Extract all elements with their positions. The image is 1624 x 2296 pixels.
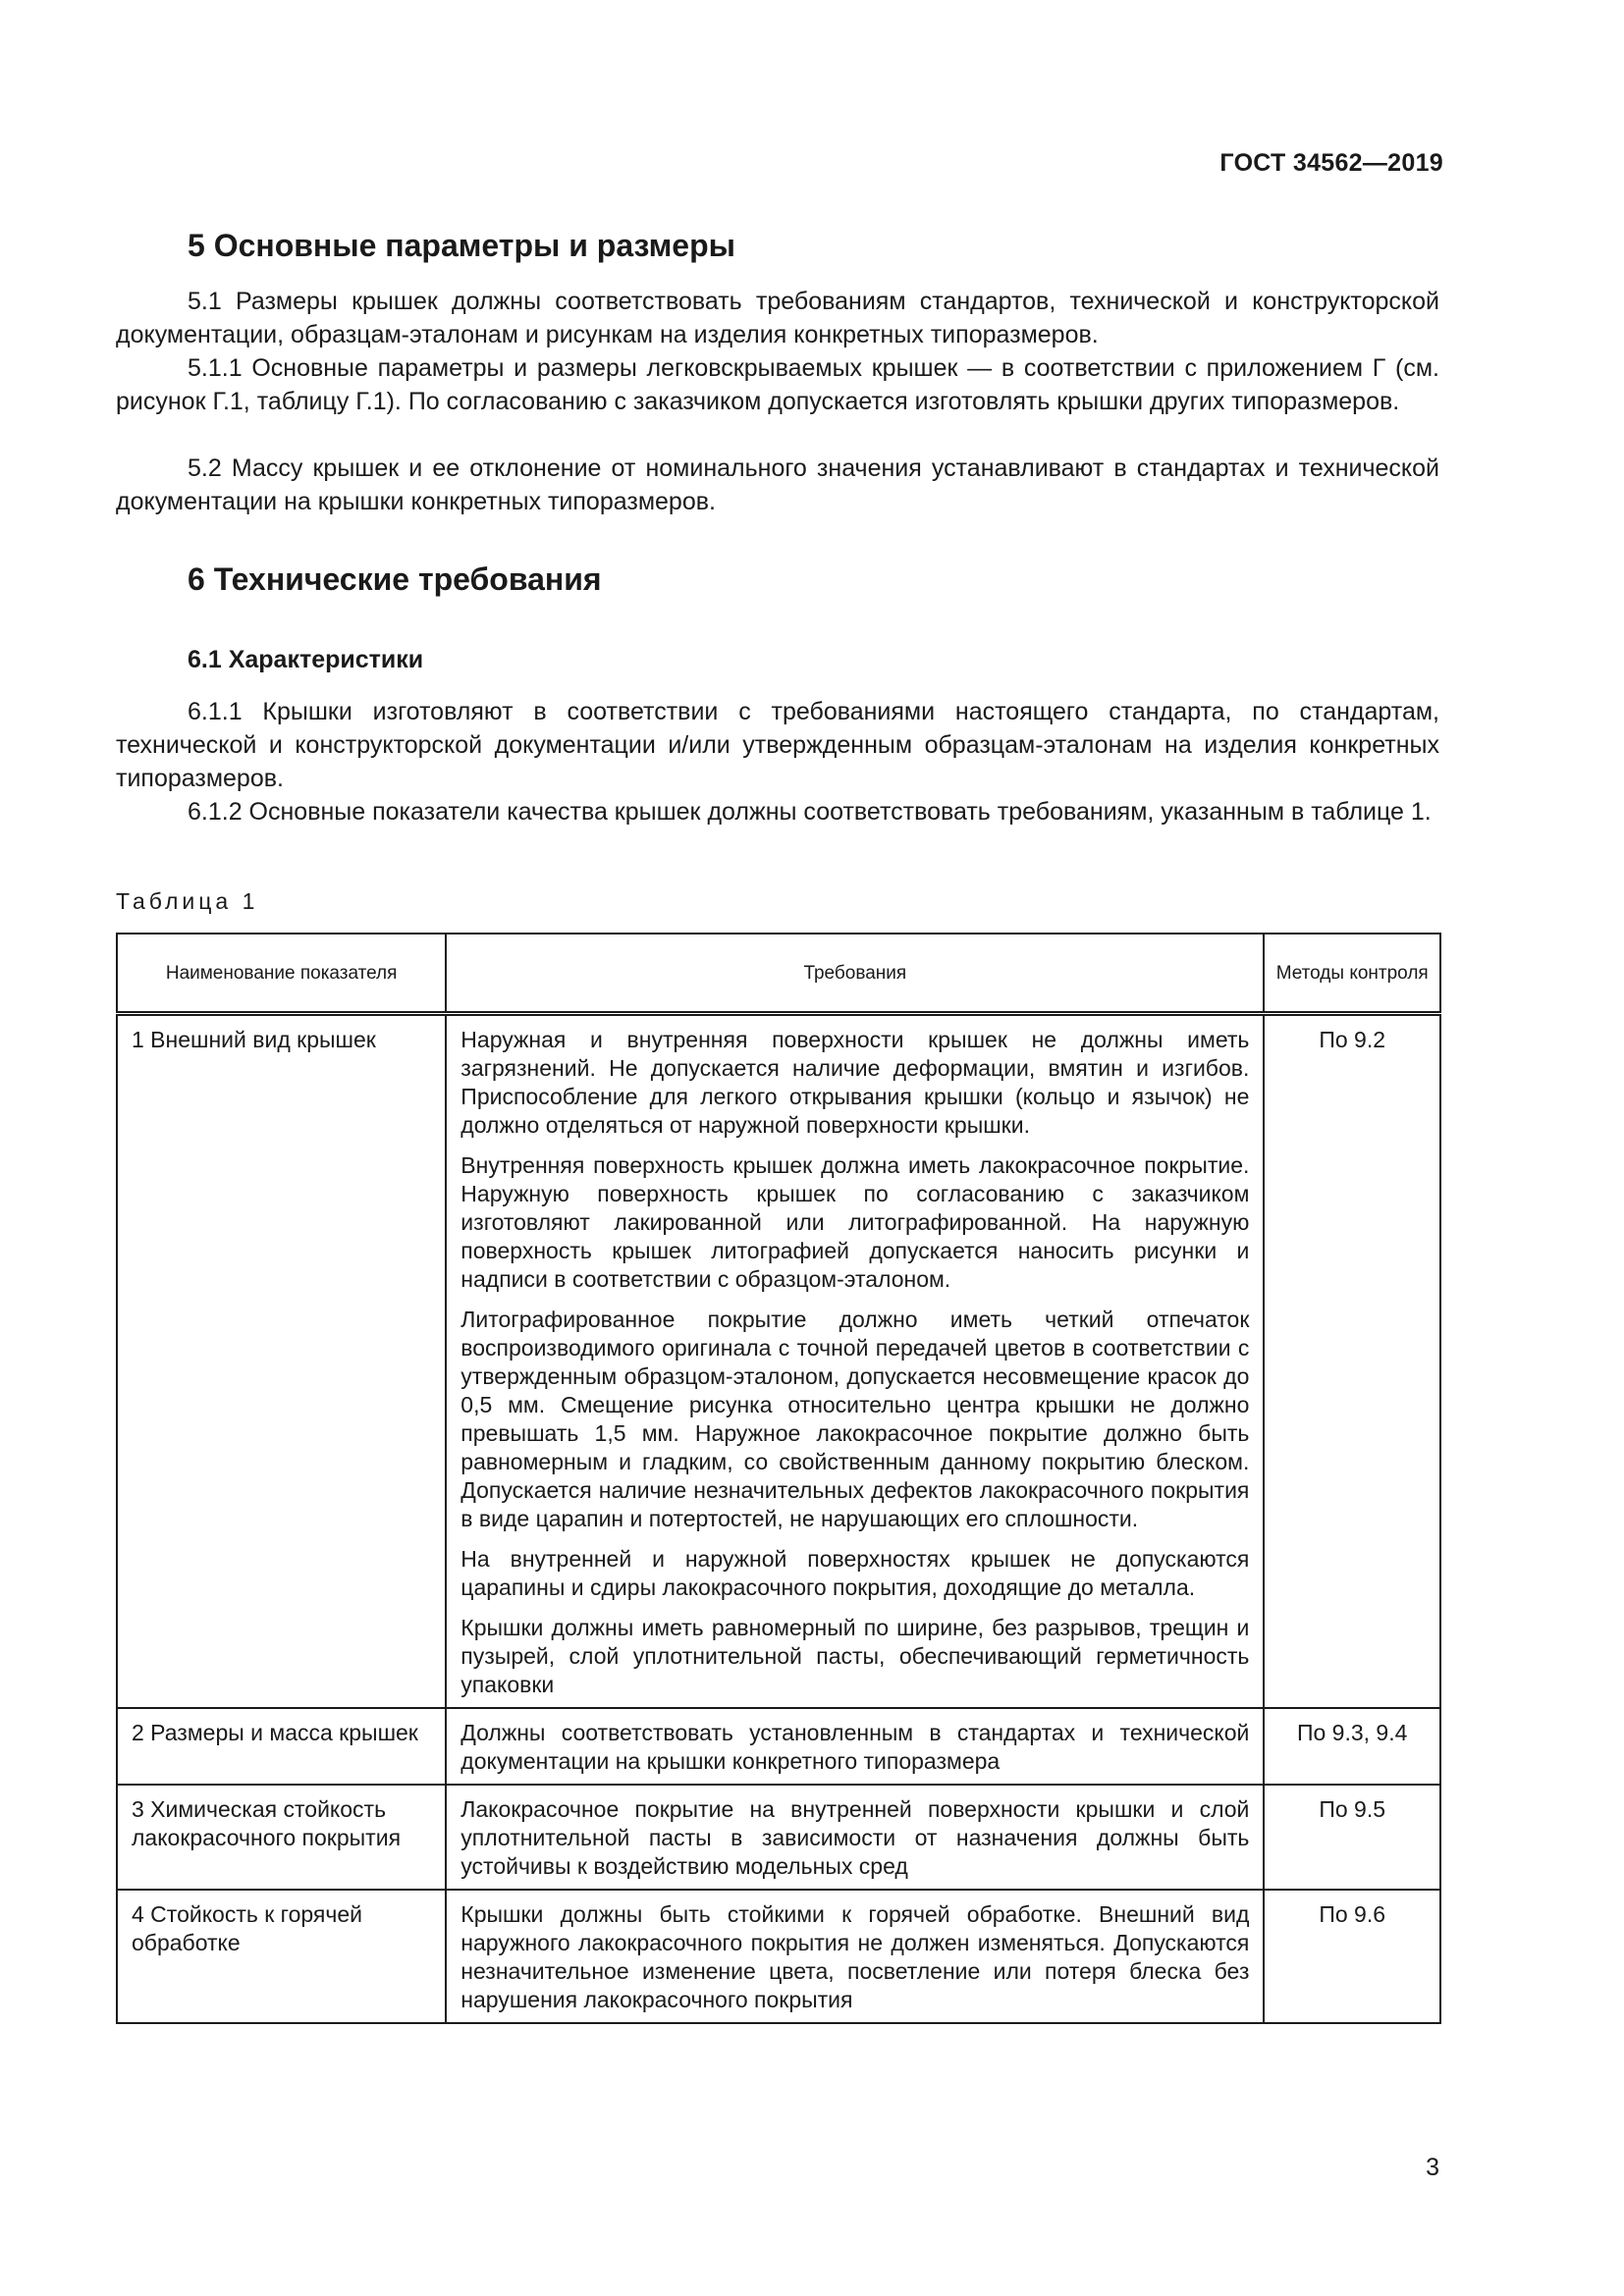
row-control-method: По 9.2 xyxy=(1264,1014,1440,1709)
table-row xyxy=(117,1890,1440,2023)
row-indicator-name: 2 Размеры и масса крышек xyxy=(117,1708,446,1785)
paragraph-5-1-1: 5.1.1 Основные параметры и размеры легковскрываемых крышек — в соответствии с приложением Г (см. рисунок Г.1, таблицу Г.1). По согласованию с заказчиком допускается изготовлять крышки других типоразмеров. xyxy=(116,354,1439,415)
section-6-heading: 6 Технические требования xyxy=(188,561,602,597)
row-requirements xyxy=(446,1890,1264,2023)
requirements-table xyxy=(116,933,1441,2024)
paragraph-5-1: 5.1 Размеры крышек должны соответствовать требованиям стандартов, технической и конструкторской документации, образцам-эталонам и рисункам на изделия конкретных типоразмеров. xyxy=(116,288,1439,348)
table-header-row xyxy=(117,934,1440,1014)
row-indicator-name: 1 Внешний вид крышек xyxy=(117,1014,446,1709)
paragraph-6-1-2: 6.1.2 Основные показатели качества крышек должны соответствовать требованиям, указанным в таблице 1. xyxy=(188,798,1432,826)
row-indicator-name: 4 Стойкость к горячей обработке xyxy=(117,1890,446,2023)
subsection-6-1-heading: 6.1 Характеристики xyxy=(188,646,424,673)
row-control-method: По 9.3, 9.4 xyxy=(1264,1708,1440,1785)
row-control-method: По 9.5 xyxy=(1264,1785,1440,1890)
table-row xyxy=(117,1785,1440,1890)
document-code: ГОСТ 34562—2019 xyxy=(1219,149,1443,177)
row-indicator-name: 3 Химическая стойкость лакокрасочного покрытия xyxy=(117,1785,446,1890)
row-requirements xyxy=(446,1708,1264,1785)
paragraph-5-2: 5.2 Массу крышек и ее отклонение от номинального значения устанавливают в стандартах и технической документации на крышки конкретных типоразмеров. xyxy=(116,454,1439,515)
requirement-paragraph: Внутренняя поверхность крышек должна иметь лакокрасочное покрытие. Наружную поверхность крышек по согласованию с заказчиком изготовляют лакированной или литографированной. На наружную поверхность крышек литографией допускается наносить рисунки и надписи в соответствии с образцом-эталоном. xyxy=(460,1152,1250,1292)
requirement-paragraph: Крышки должны иметь равномерный по ширине, без разрывов, трещин и пузырей, слой уплотнительной пасты, обеспечивающий герметичность упаковки xyxy=(460,1615,1250,1697)
header-indicator-name: Наименование показателя xyxy=(117,934,446,1014)
row-requirements xyxy=(446,1014,1264,1709)
section-5-heading: 5 Основные параметры и размеры xyxy=(188,228,735,263)
header-requirements: Требования xyxy=(446,934,1264,1014)
page-number: 3 xyxy=(1426,2154,1439,2181)
table-caption: Таблица 1 xyxy=(116,888,259,914)
requirement-paragraph: Наружная и внутренняя поверхности крышек не должны иметь загрязнений. Не допускается наличие деформации, вмятин и изгибов. Приспособление для легкого открывания крышки (кольцо и язычок) не должно отделяться от наружной поверхности крышки. xyxy=(460,1027,1250,1138)
paragraph-6-1-1: 6.1.1 Крышки изготовляют в соответствии с требованиями настоящего стандарта, по стандартам, технической и конструкторской документации и/или утвержденным образцам-эталонам на изделия конкретных типоразмеров. xyxy=(116,698,1439,792)
requirement-paragraph: Литографированное покрытие должно иметь четкий отпечаток воспроизводимого оригинала с точной передачей цветов в соответствии с утвержденным образцом-эталоном, допускается несовмещение красок до 0,5 мм. Смещение рисунка относительно центра крышки не должно превышать 1,5 мм. Наружное лакокрасочное покрытие должно быть равномерным и гладким, со свойственным данному покрытию блеском. Допускается наличие незначительных дефектов лакокрасочного покрытия в виде царапин и потертостей, не нарушающих его сплошности. xyxy=(460,1307,1250,1531)
requirement-paragraph: Крышки должны быть стойкими к горячей обработке. Внешний вид наружного лакокрасочного покрытия не должен изменяться. Допускаются незначительное изменение цвета, посветление или потеря блеска без нарушения лакокрасочного покрытия xyxy=(460,1901,1250,2012)
row-requirements xyxy=(446,1785,1264,1890)
requirement-paragraph: Должны соответствовать установленным в стандартах и технической документации на крышки конкретного типоразмера xyxy=(460,1720,1250,1774)
table-row xyxy=(117,1014,1440,1709)
requirement-paragraph: Лакокрасочное покрытие на внутренней поверхности крышки и слой уплотнительной пасты в зависимости от назначения должны быть устойчивы к воздействию модельных сред xyxy=(460,1796,1250,1879)
requirement-paragraph: На внутренней и наружной поверхностях крышек не допускаются царапины и сдиры лакокрасочного покрытия, доходящие до металла. xyxy=(460,1546,1250,1600)
row-control-method: По 9.6 xyxy=(1264,1890,1440,2023)
header-control-methods: Методы контроля xyxy=(1264,934,1440,1014)
table-row xyxy=(117,1708,1440,1785)
